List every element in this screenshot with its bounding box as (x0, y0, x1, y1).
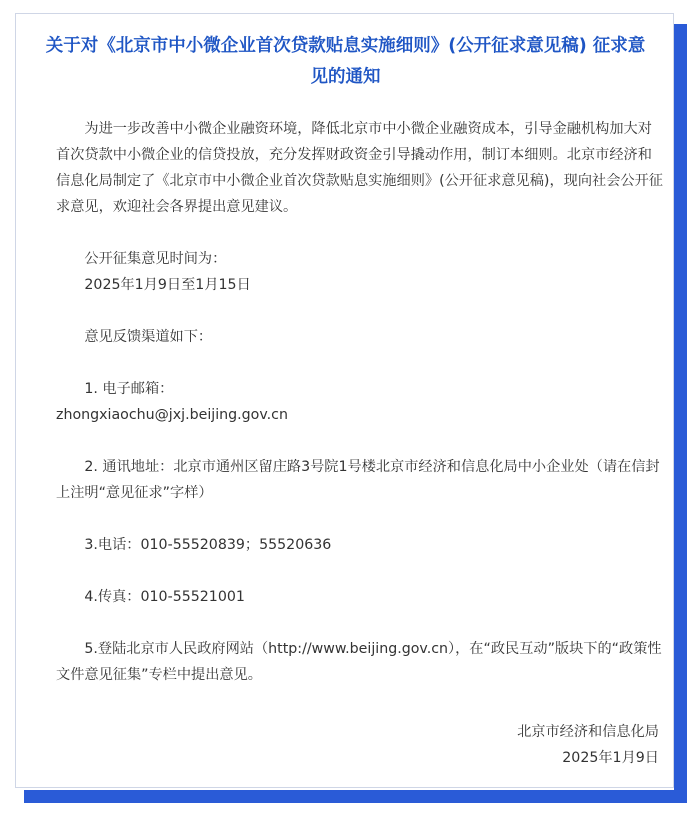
card-shadow-bottom (24, 790, 687, 803)
notice-title: 关于对《北京市中小微企业首次贷款贴息实施细则》(公开征求意见稿) 征求意见的通知 (45, 36, 646, 87)
website-item: 5.登陆北京市人民政府网站（http://www.beijing.gov.cn），在“政民互动”版块下的“政策性文件意见征集”专栏中提出意见。 (56, 641, 662, 683)
email-value[interactable]: zhongxiaochu@jxj.beijing.gov.cn (56, 407, 288, 423)
intro-paragraph: 为进一步改善中小微企业融资环境，降低北京市中小微企业融资成本，引导金融机构加大对首次贷款中小微企业的信贷投放，充分发挥财政资金引导撬动作用，制订本细则。北京市经济和信息化局制定了《北京市中小微企业首次贷款贴息实施细则》(公开征求意见稿)，现向社会公开征求意见，欢迎社会各界提出意见建议。 (56, 121, 663, 215)
period-value: 2025年1月9日至1月15日 (84, 277, 251, 293)
address-item: 2. 通讯地址：北京市通州区留庄路3号院1号楼北京市经济和信息化局中小企业处（请在信封上注明“意见征求”字样） (56, 459, 660, 501)
phone-item: 3.电话：010-55520839；55520636 (84, 537, 332, 553)
notice-body (56, 116, 666, 688)
channels-label: 意见反馈渠道如下： (84, 329, 213, 345)
notice-card (15, 13, 674, 788)
email-label: 1. 电子邮箱： (84, 381, 174, 397)
fax-item: 4.传真：010-55521001 (84, 589, 245, 605)
signature-org: 北京市经济和信息化局 (517, 724, 659, 740)
period-label: 公开征集意见时间为： (84, 251, 227, 267)
signature-date: 2025年1月9日 (562, 750, 659, 766)
card-shadow-right (674, 24, 687, 803)
